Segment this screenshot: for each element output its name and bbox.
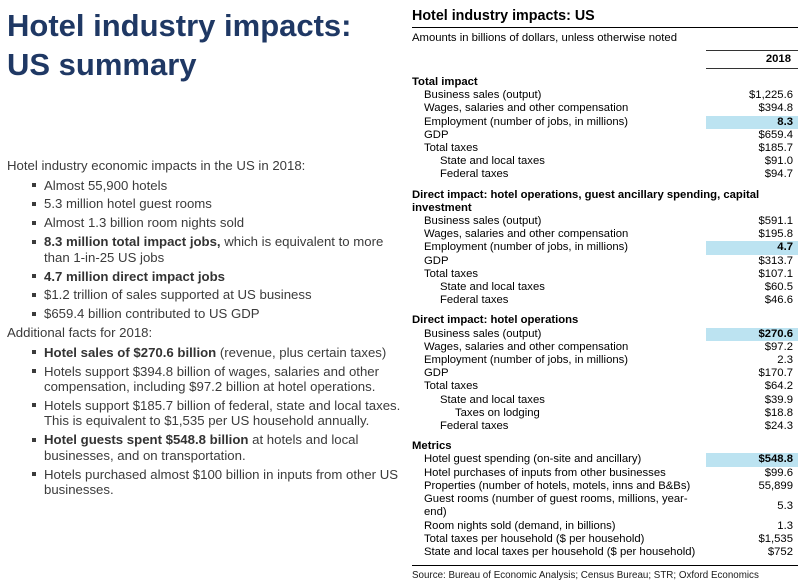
row-label: Federal taxes [440, 294, 509, 307]
year-header-row [412, 50, 798, 69]
table-row [412, 407, 798, 420]
table-row [412, 268, 798, 281]
row-label: Federal taxes [440, 420, 509, 433]
table-row [412, 89, 798, 102]
bullet-square-icon [32, 293, 36, 297]
row-label: State and local taxes [440, 155, 545, 168]
impact-bullet-item: 4.7 million direct impact jobs [7, 269, 403, 284]
impact-bullet-item: $1.2 trillion of sales supported at US business [7, 287, 403, 302]
impact-bullet-item: $659.4 billion contributed to US GDP [7, 306, 403, 321]
page-title-line2: US summary [7, 47, 197, 82]
table-row [412, 394, 798, 407]
row-label: Total taxes [424, 267, 479, 280]
row-value: $97.2 [764, 340, 793, 353]
table-row [412, 493, 798, 519]
row-label: Wages, salaries and other compensation [424, 340, 629, 353]
table-row [412, 281, 798, 294]
table-row [412, 255, 798, 268]
table-row [412, 142, 798, 155]
table-row [412, 367, 798, 380]
table-subtitle: Amounts in billions of dollars, unless otherwise noted [412, 32, 677, 44]
table-row [412, 116, 798, 129]
bullet-square-icon [32, 369, 36, 373]
row-label: Business sales (output) [424, 89, 542, 102]
row-value: 1.3 [777, 519, 793, 532]
table-row [412, 228, 798, 241]
row-label: Total taxes [424, 142, 479, 155]
impact-bullet-item: Almost 55,900 hotels [7, 178, 403, 193]
table-row [412, 168, 798, 181]
table-title: Hotel industry impacts: US [412, 8, 798, 28]
table-row [412, 453, 798, 466]
row-value: $18.8 [764, 406, 793, 419]
row-value: $91.0 [764, 155, 793, 168]
table-row [412, 215, 798, 228]
row-label: Federal taxes [440, 168, 509, 181]
row-value-highlighted: 8.3 [706, 116, 798, 129]
impact-bullet-item: 5.3 million hotel guest rooms [7, 196, 403, 211]
row-label: Wages, salaries and other compensation [424, 228, 629, 241]
table-section-heading: Metrics [412, 440, 452, 453]
row-value-highlighted: 4.7 [706, 241, 798, 254]
bullet-square-icon [32, 403, 36, 407]
row-label: Hotel guest spending (on-site and ancillary) [424, 453, 642, 466]
row-value: 5.3 [777, 499, 793, 512]
additional-fact-bullet-item: Hotel sales of $270.6 billion (revenue, plus certain taxes) [7, 345, 403, 360]
additional-fact-bullet-item: Hotels support $394.8 billion of wages, salaries and other compensation, including $97.2 billion at hotel operations. [7, 364, 403, 395]
table-body [412, 76, 798, 559]
bullet-square-icon [32, 183, 36, 187]
additional-fact-bullet-item: Hotels purchased almost $100 billion in inputs from other US businesses. [7, 467, 403, 498]
row-value: $1,535 [758, 532, 793, 545]
table-row [412, 546, 798, 559]
row-label: GDP [424, 254, 449, 267]
table-row [412, 480, 798, 493]
row-value: 2.3 [777, 354, 793, 367]
row-value: $1,225.6 [749, 89, 793, 102]
row-value: 55,899 [758, 479, 793, 492]
table-row [412, 420, 798, 433]
bullet-square-icon [32, 472, 36, 476]
row-label: Properties (number of hotels, motels, inns and B&Bs) [424, 479, 691, 492]
row-label: Wages, salaries and other compensation [424, 102, 629, 115]
bullet-square-icon [32, 202, 36, 206]
bullet-square-icon [32, 221, 36, 225]
table-row [412, 520, 798, 533]
row-value: $60.5 [764, 281, 793, 294]
row-label: Business sales (output) [424, 327, 542, 340]
row-value: $107.1 [758, 267, 793, 280]
bullet-square-icon [32, 350, 36, 354]
row-value: $99.6 [764, 466, 793, 479]
impacts-table [412, 8, 798, 581]
row-label: GDP [424, 128, 449, 141]
impact-bullet-item: Almost 1.3 billion room nights sold [7, 215, 403, 230]
table-row [412, 129, 798, 142]
row-label: State and local taxes [440, 393, 545, 406]
table-section-heading: Total impact [412, 76, 478, 88]
bullet-square-icon [32, 274, 36, 278]
row-value: $591.1 [758, 215, 793, 228]
row-value-highlighted: $548.8 [706, 453, 798, 466]
row-label: Taxes on lodging [455, 406, 540, 419]
row-label: Employment (number of jobs, in millions) [424, 241, 629, 254]
row-value: $313.7 [758, 254, 793, 267]
summary-panel [7, 6, 405, 501]
table-row [412, 380, 798, 393]
additional-fact-bullet-item: Hotels support $185.7 billion of federal, state and local taxes. This is equivalent to $1,535 per US household annually. [7, 398, 403, 429]
row-label: Employment (number of jobs, in millions) [424, 115, 629, 128]
row-label: Employment (number of jobs, in millions) [424, 354, 629, 367]
row-value: $24.3 [764, 420, 793, 433]
table-row [412, 533, 798, 546]
table-row [412, 354, 798, 367]
bullet-square-icon [32, 438, 36, 442]
additional-facts-bullet-list [7, 345, 405, 498]
bullet-square-icon [32, 312, 36, 316]
row-value: $46.6 [764, 294, 793, 307]
row-label: Guest rooms (number of guest rooms, millions, year-end) [424, 493, 688, 519]
row-value: $185.7 [758, 142, 793, 155]
additional-fact-bullet-item: Hotel guests spent $548.8 billion at hotels and local businesses, and on transportation. [7, 432, 403, 463]
row-label: Total taxes [424, 380, 479, 393]
row-label: State and local taxes per household ($ per household) [424, 545, 696, 558]
row-label: Room nights sold (demand, in billions) [424, 519, 616, 532]
row-label: State and local taxes [440, 281, 545, 294]
impact-bullet-list [7, 178, 405, 322]
row-label: GDP [424, 367, 449, 380]
row-value: $394.8 [758, 102, 793, 115]
row-label: Business sales (output) [424, 215, 542, 228]
table-row [412, 328, 798, 341]
year-column-header: 2018 [706, 50, 798, 69]
row-value-highlighted: $270.6 [706, 328, 798, 341]
table-row [412, 467, 798, 480]
table-row [412, 102, 798, 115]
row-value: $64.2 [764, 380, 793, 393]
row-value: $659.4 [758, 128, 793, 141]
row-value: $195.8 [758, 228, 793, 241]
additional-facts-heading: Additional facts for 2018: [7, 325, 153, 341]
row-label: Total taxes per household ($ per household) [424, 532, 645, 545]
row-value: $94.7 [764, 168, 793, 181]
table-row [412, 241, 798, 254]
table-section-heading: Direct impact: hotel operations, guest ancillary spending, capital investment [412, 188, 760, 214]
table-row [412, 294, 798, 307]
page-title [7, 6, 405, 84]
intro-text: Hotel industry economic impacts in the US in 2018: [7, 158, 306, 173]
table-row [412, 341, 798, 354]
impact-bullet-item: 8.3 million total impact jobs, which is equivalent to more than 1-in-25 US jobs [7, 234, 403, 265]
row-value: $170.7 [758, 367, 793, 380]
row-value: $752 [767, 545, 793, 558]
table-row [412, 155, 798, 168]
table-source: Source: Bureau of Economic Analysis; Census Bureau; STR; Oxford Economics [412, 565, 798, 581]
row-value: $39.9 [764, 393, 793, 406]
row-label: Hotel purchases of inputs from other businesses [424, 466, 666, 479]
table-section-heading: Direct impact: hotel operations [412, 314, 579, 327]
bullet-square-icon [32, 240, 36, 244]
page-title-line1: Hotel industry impacts: [7, 8, 352, 43]
